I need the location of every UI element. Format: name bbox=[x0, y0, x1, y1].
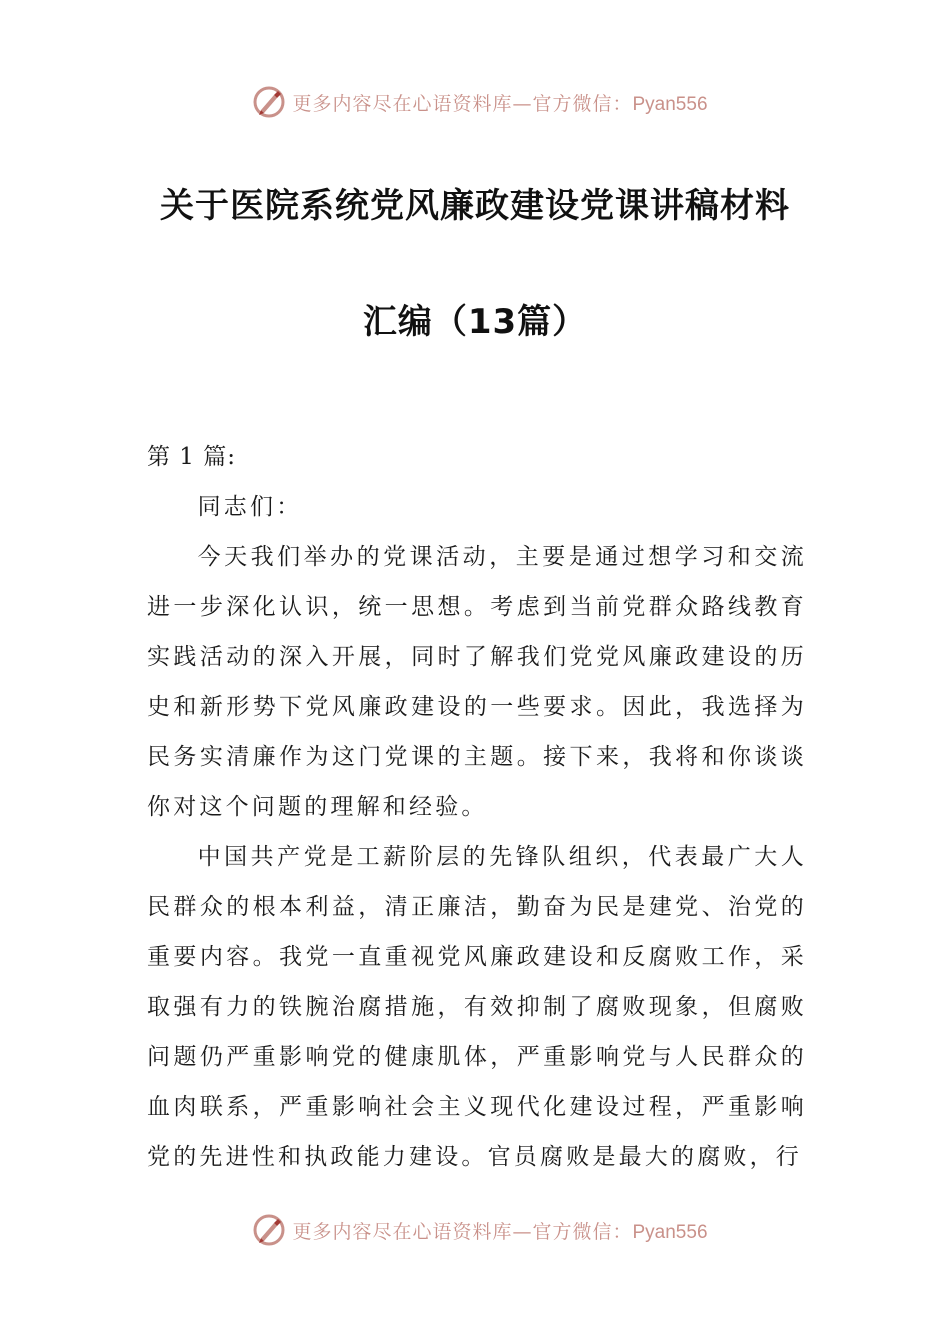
document-title-continued: 汇编（13篇） bbox=[362, 302, 588, 342]
footer-watermark bbox=[0, 1208, 950, 1252]
document-body bbox=[147, 432, 807, 1182]
watermark-text: 更多内容尽在心语资料库—官方微信：Pyan556 bbox=[292, 1220, 708, 1243]
watermark-text: 更多内容尽在心语资料库—官方微信：Pyan556 bbox=[292, 92, 708, 115]
chapter-label: 第 1 篇: bbox=[147, 444, 237, 470]
watermark-handle: Pyan556 bbox=[632, 1221, 708, 1243]
body-paragraph: 今天我们举办的党课活动，主要是通过想学习和交流进一步深化认识，统一思想。考虑到当前党群众路线教育实践活动的深入开展，同时了解我们党党风廉政建设的历史和新形势下党风廉政建设的一些要求。因此，我选择为民务实清廉作为这门党课的主题。接下来，我将和你谈谈你对这个问题的理解和经验。 bbox=[147, 544, 807, 820]
greeting: 同志们： bbox=[197, 494, 303, 520]
document-title: 关于医院系统党风廉政建设党课讲稿材料 bbox=[160, 186, 790, 226]
body-paragraph: 中国共产党是工薪阶层的先锋队组织，代表最广大人民群众的根本利益，清正廉洁，勤奋为民是建党、治党的重要内容。我党一直重视党风廉政建设和反腐败工作，采取强有力的铁腕治腐措施，有效抑制了腐败现象，但腐败问题仍严重影响党的健康肌体，严重影响党与人民群众的血肉联系，严重影响社会主义现代化建设过程，严重影响党的先进性和执政能力建设。官员腐败是最大的腐败，行 bbox=[147, 844, 807, 1170]
pen-circle-logo-icon bbox=[252, 1213, 286, 1247]
pen-circle-logo-icon bbox=[252, 85, 286, 119]
header-watermark bbox=[0, 80, 950, 124]
watermark-handle: Pyan556 bbox=[632, 93, 708, 115]
